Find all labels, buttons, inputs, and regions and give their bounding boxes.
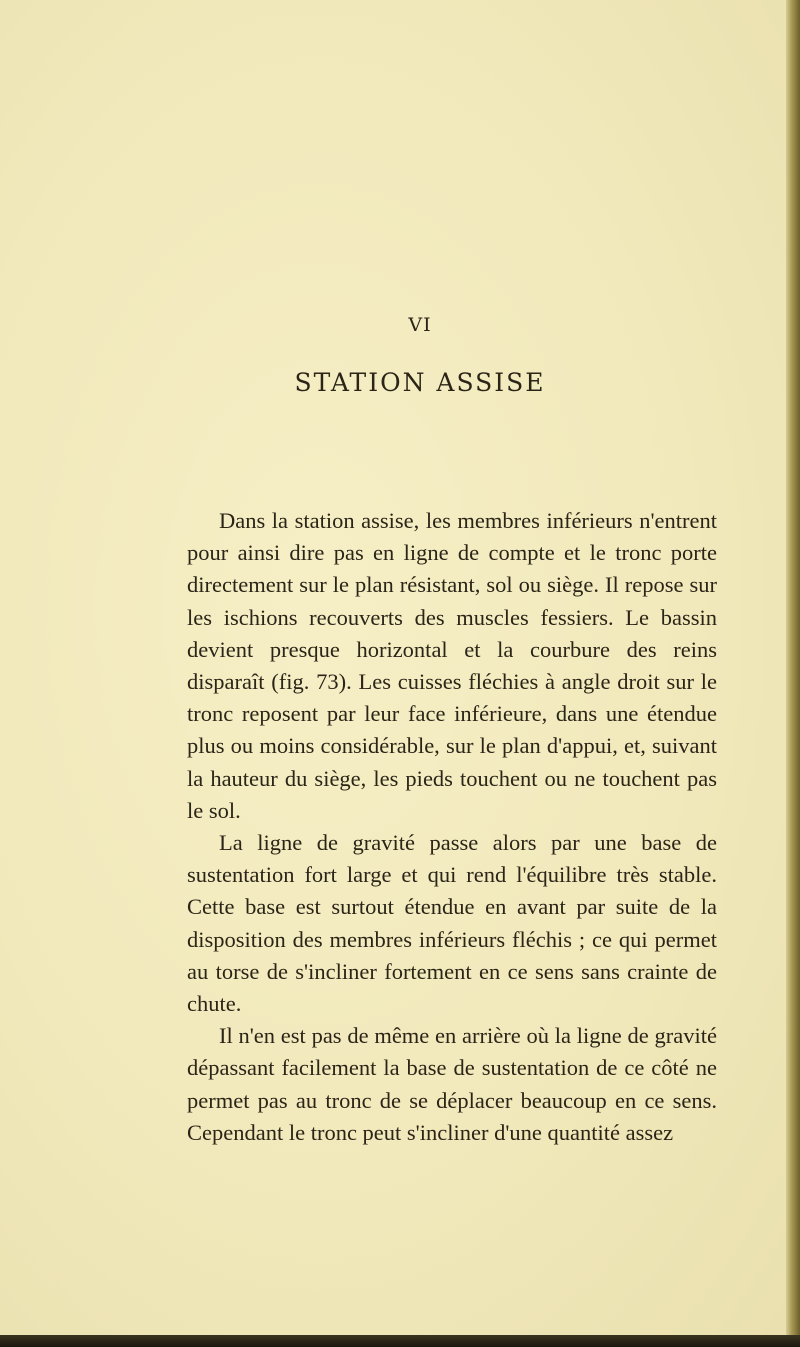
chapter-number: VI bbox=[408, 314, 432, 336]
paragraph: Il n'en est pas de même en arrière où la ligne de gravité dépassant facilement la base de sustentation de ce côté ne permet pas au tronc de se déplacer beaucoup en ce sens. Cependant le tronc peut s'incliner d'une quantité assez bbox=[187, 1023, 717, 1145]
chapter-title: STATION ASSISE bbox=[294, 368, 546, 397]
paragraph: La ligne de gravité passe alors par une base de sustentation fort large et qui rend l'équilibre très stable. Cette base est surtout étendue en avant par suite de la disposition des membres inférieurs fléchis ; ce qui permet au torse de s'incliner fortement en ce sens sans crainte de chute. bbox=[187, 830, 717, 1017]
page-edge-shadow bbox=[786, 0, 800, 1347]
body-text bbox=[187, 505, 717, 1149]
bottom-edge-bar bbox=[0, 1335, 800, 1347]
paragraph: Dans la station assise, les membres inférieurs n'entrent pour ainsi dire pas en ligne de compte et le tronc porte directement sur le plan résistant, sol ou siège. Il repose sur les ischions recouverts des muscles fessiers. Le bassin devient presque horizontal et la courbure des reins disparaît (fig. 73). Les cuisses fléchies à angle droit sur le tronc reposent par leur face inférieure, dans une étendue plus ou moins considérable, sur le plan d'appui, et, suivant la hauteur du siège, les pieds touchent ou ne touchent pas le sol. bbox=[187, 508, 717, 823]
